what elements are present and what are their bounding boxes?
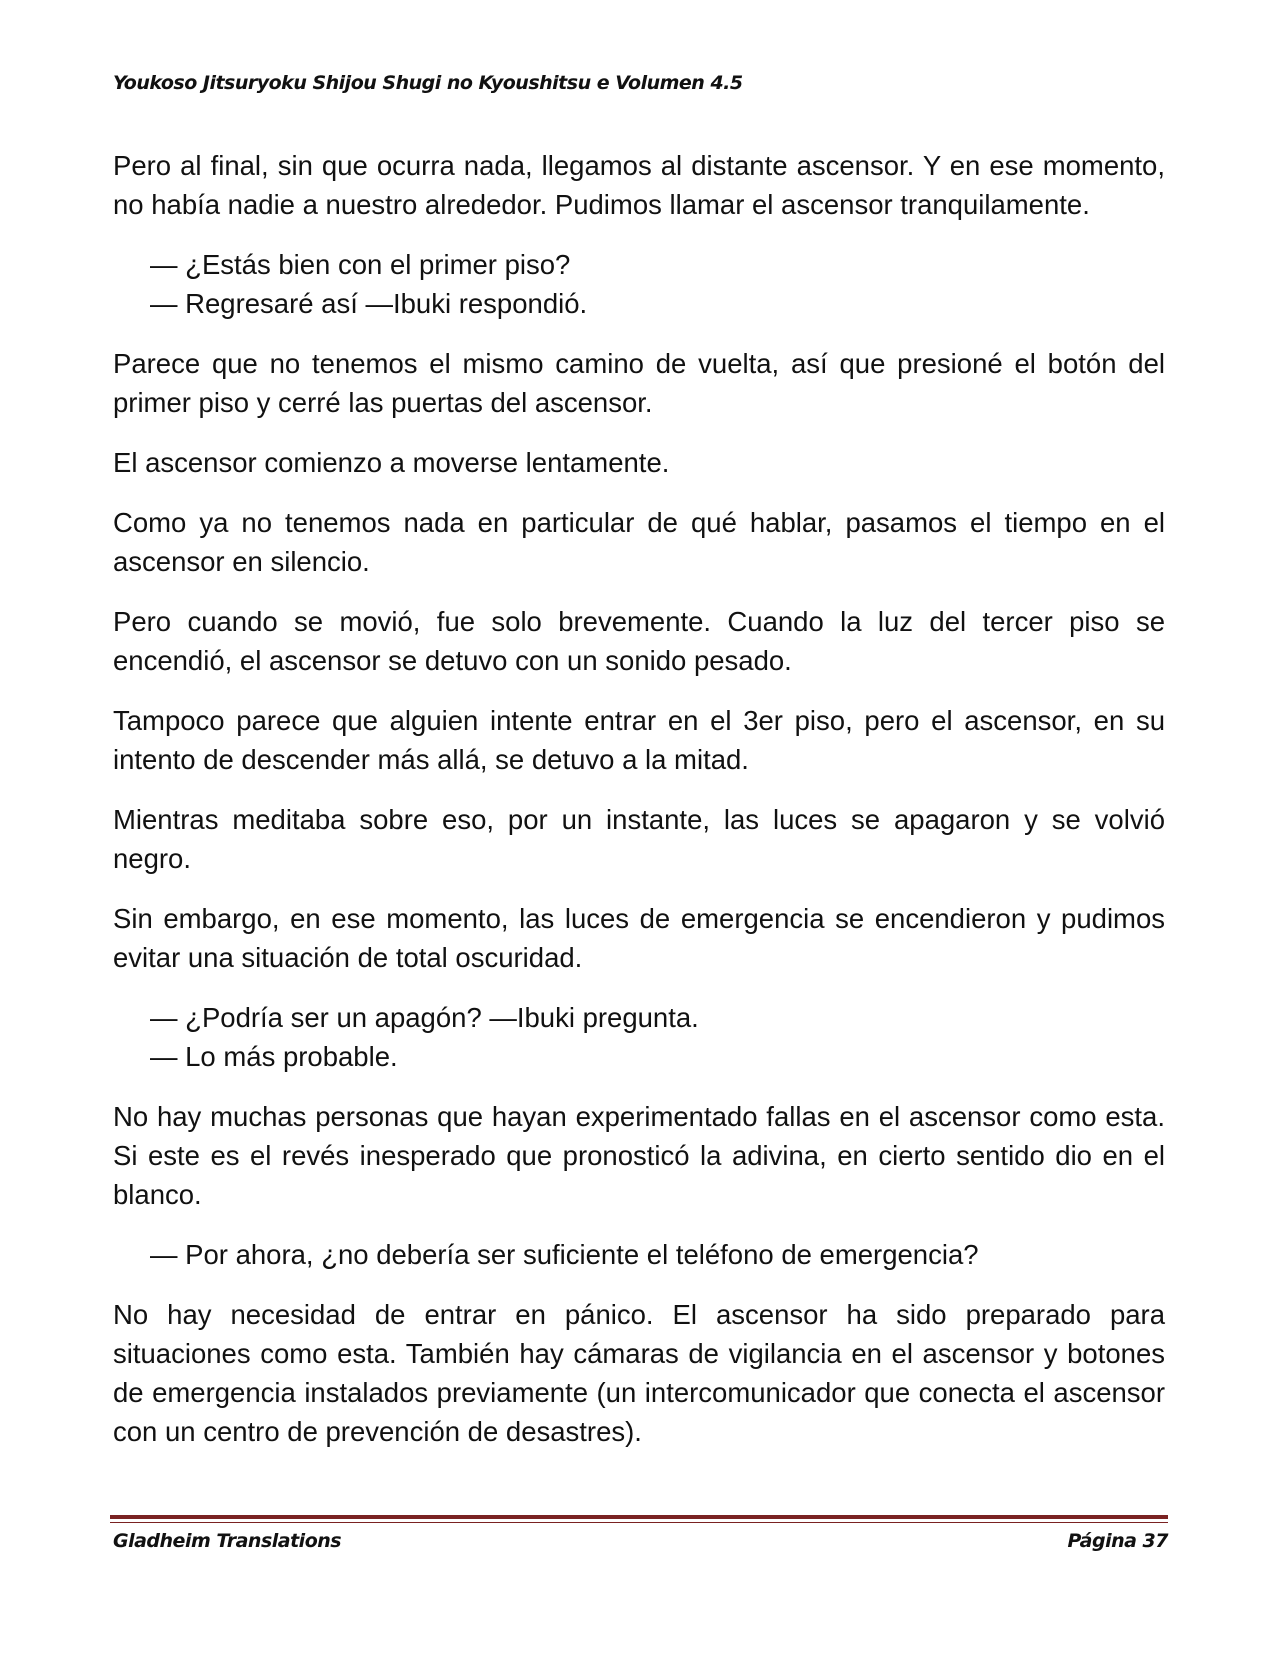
dialogue-group bbox=[113, 1235, 1165, 1274]
dialogue-line: — Por ahora, ¿no debería ser suficiente el teléfono de emergencia? bbox=[150, 1239, 979, 1270]
footer-publisher: Gladheim Translations bbox=[113, 1530, 342, 1552]
dialogue-line: — ¿Estás bien con el primer piso? bbox=[150, 249, 571, 280]
paragraph: El ascensor comienzo a moverse lentamente. bbox=[113, 447, 670, 478]
paragraph: Tampoco parece que alguien intente entrar en el 3er piso, pero el ascensor, en su intento de descender más allá, se detuvo a la mitad. bbox=[113, 705, 1165, 775]
dialogue-group bbox=[113, 998, 1165, 1076]
footer-divider bbox=[110, 1515, 1168, 1519]
paragraph: No hay necesidad de entrar en pánico. El ascensor ha sido preparado para situaciones como esta. También hay cámaras de vigilancia en el ascensor y botones de emergencia instalados previamente (un intercomunicador que conecta el ascensor con un centro de prevención de desastres). bbox=[113, 1299, 1165, 1447]
dialogue-line: — ¿Podría ser un apagón? —Ibuki pregunta. bbox=[150, 1002, 699, 1033]
paragraph: Mientras meditaba sobre eso, por un instante, las luces se apagaron y se volvió negro. bbox=[113, 804, 1165, 874]
dialogue-line: — Regresaré así —Ibuki respondió. bbox=[150, 288, 588, 319]
paragraph: Parece que no tenemos el mismo camino de vuelta, así que presioné el botón del primer piso y cerré las puertas del ascensor. bbox=[113, 348, 1165, 418]
paragraph: Pero al final, sin que ocurra nada, llegamos al distante ascensor. Y en ese momento, no había nadie a nuestro alrededor. Pudimos llamar el ascensor tranquilamente. bbox=[113, 150, 1165, 220]
document-body bbox=[113, 146, 1165, 1472]
page-header-title: Youkoso Jitsuryoku Shijou Shugi no Kyoushitsu e Volumen 4.5 bbox=[113, 72, 743, 94]
footer-divider-thin bbox=[110, 1522, 1168, 1523]
paragraph: Como ya no tenemos nada en particular de qué hablar, pasamos el tiempo en el ascensor en silencio. bbox=[113, 507, 1165, 577]
paragraph: Pero cuando se movió, fue solo brevemente. Cuando la luz del tercer piso se encendió, el ascensor se detuvo con un sonido pesado. bbox=[113, 606, 1165, 676]
dialogue-line: — Lo más probable. bbox=[150, 1041, 398, 1072]
paragraph: Sin embargo, en ese momento, las luces de emergencia se encendieron y pudimos evitar una situación de total oscuridad. bbox=[113, 903, 1165, 973]
paragraph: No hay muchas personas que hayan experimentado fallas en el ascensor como esta. Si este es el revés inesperado que pronosticó la adivina, en cierto sentido dio en el blanco. bbox=[113, 1101, 1165, 1210]
dialogue-group bbox=[113, 245, 1165, 323]
page-number: Página 37 bbox=[1067, 1530, 1168, 1552]
